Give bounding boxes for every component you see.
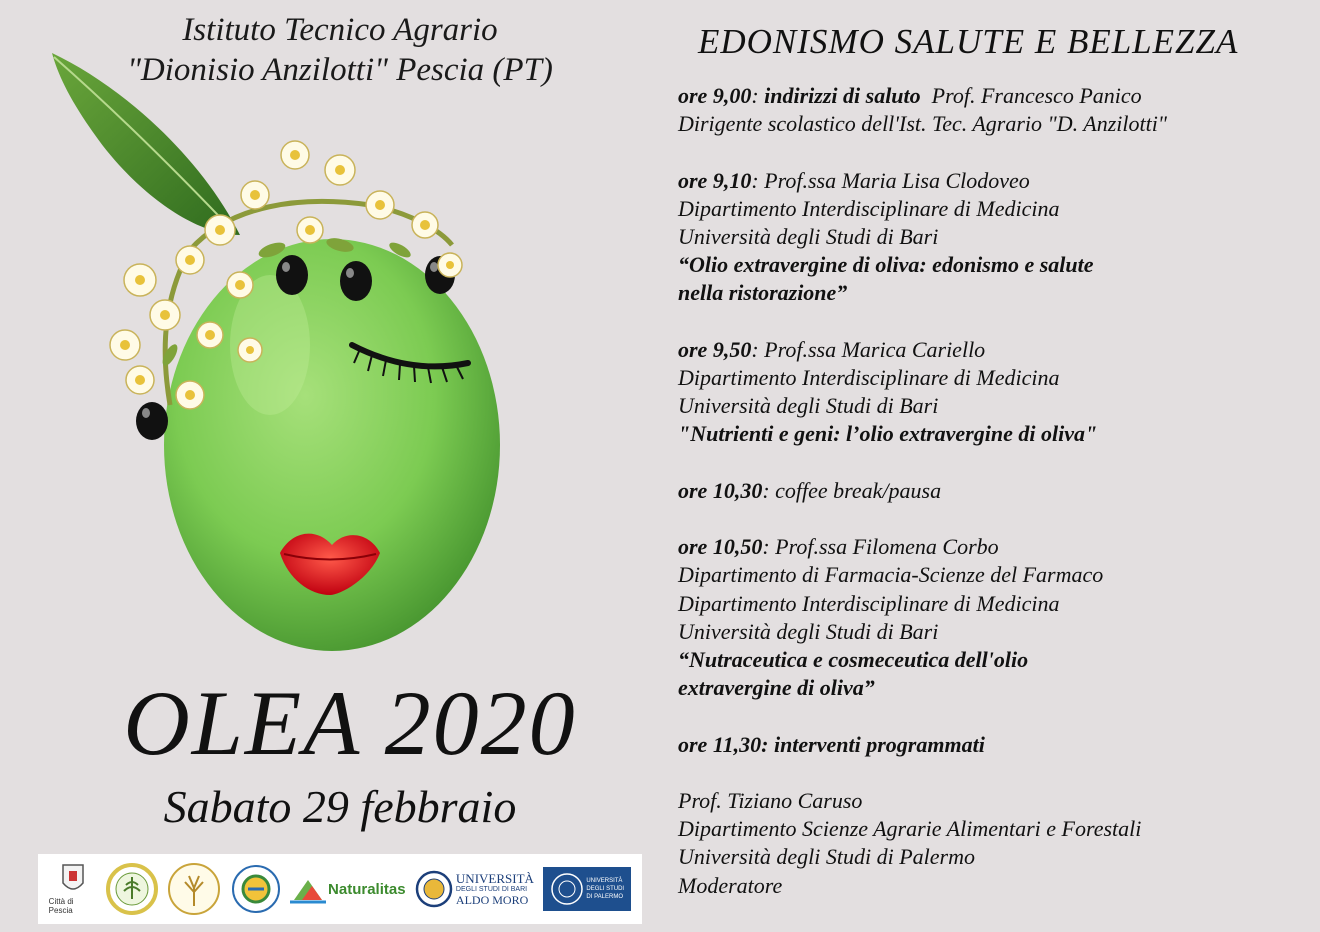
istituto-agrario-badge-icon [106,863,158,915]
entry-separator: : [751,83,765,108]
universita-bari-logo [415,870,534,908]
pescia-logo-text: Città di Pescia [48,897,74,915]
schedule-entry [678,533,1314,702]
round-emblem-logo [231,864,281,914]
entry-separator: : [761,731,774,757]
entry-talk-title-cont: nella ristorazione” [678,280,848,306]
schedule-entry [678,731,1314,759]
entry-time: ore 9,50 [678,336,752,362]
entry-talk-title: "Nutrienti e geni: l’olio extravergine di oliva" [678,421,1098,447]
universita-palermo-logo [543,867,631,911]
bari-text-3: ALDO MORO [455,892,529,907]
entry-talk-title-cont: extravergine di oliva” [678,675,875,701]
entry-topic: indirizzi di saluto [764,83,921,108]
entry-line [678,533,1314,561]
moderator-department: Dipartimento Scienze Agrarie Alimentari e Forestali [678,816,1142,842]
entry-role: Dirigente scolastico dell'Ist. Tec. Agrario "D. Anzilotti" [678,111,1168,137]
program-schedule [678,82,1314,928]
entry-line [678,477,1314,505]
entry-university: Università degli Studi di Bari [678,224,939,249]
entry-talk-title: “Nutraceutica e cosmeceutica dell'olio [678,647,1029,672]
schedule-entry [678,167,1314,308]
pescia-crest-icon [59,863,87,897]
universita-bari-seal-icon [415,870,453,908]
bari-text-2: DEGLI STUDI DI BARI [455,885,528,893]
round-emblem-icon [231,864,281,914]
bari-text-1: UNIVERSITÀ [455,870,534,886]
entry-line [678,336,1314,364]
olive-face-svg [40,45,530,665]
institute-location: "Dionisio Anzilotti" Pescia (PT) [127,52,553,88]
naturalitas-sun-icon [290,874,326,904]
program-title: EDONISMO SALUTE E BELLEZZA [698,22,1239,61]
schedule-entry [678,336,1314,449]
universita-palermo-seal-icon [550,872,584,906]
naturalitas-logo-text: Naturalitas [328,880,406,898]
naturalitas-logo [290,874,406,904]
moderator-role: Moderatore [678,872,783,898]
schedule-entry [678,82,1314,138]
entry-time: ore 10,50 [678,534,763,560]
universita-palermo-text [586,877,624,901]
entry-line [678,731,1314,759]
universita-bari-text [455,870,534,907]
event-date: Sabato 29 febbraio [163,781,517,832]
entry-department-2: Dipartimento Interdisciplinare di Medicina [678,590,1060,616]
entry-text: : coffee break/pausa [762,477,942,503]
entry-university: Università degli Studi di Bari [678,393,939,419]
associazione-logo [167,862,221,916]
entry-talk-title: “Olio extravergine di oliva: edonismo e salute [678,252,1094,278]
entry-university: Università degli Studi di Bari [678,618,939,644]
entry-department: Dipartimento Interdisciplinare di Medicina [678,195,1060,221]
entry-time: ore 11,30 [678,731,762,757]
entry-department: Dipartimento di Farmacia-Scienze del Farmaco [678,562,1104,588]
event-title: OLEA 2020 [123,672,577,774]
moderator-block [678,787,1314,900]
entry-time: ore 10,30 [678,477,763,503]
program-column [678,0,1314,932]
entry-speaker: Prof. Francesco Panico [920,83,1142,108]
institute-name: Istituto Tecnico Agrario [182,12,498,48]
entry-speaker: : Prof.ssa Maria Lisa Clodoveo [751,167,1030,193]
moderator-university: Università degli Studi di Palermo [678,844,975,870]
schedule-entry [678,477,1314,505]
entry-time: ore 9,00 [678,83,752,108]
entry-speaker: : Prof.ssa Filomena Corbo [762,534,999,560]
entry-line [678,167,1314,195]
moderator-name: Prof. Tiziano Caruso [678,787,863,813]
associazione-tree-icon [167,862,221,916]
pescia-logo [49,863,97,915]
palermo-text-2: DEGLI STUDI [586,886,625,892]
palermo-text-1: UNIVERSITÀ [586,878,623,884]
olive-face-illustration [40,45,530,665]
entry-line [678,82,1314,110]
sponsor-logos-strip [38,854,642,924]
entry-topic: interventi programmati [773,731,985,757]
entry-speaker: : Prof.ssa Marica Cariello [751,336,986,362]
entry-department: Dipartimento Interdisciplinare di Medicina [678,365,1060,390]
entry-time: ore 9,10 [678,167,752,193]
palermo-text-3: DI PALERMO [586,894,623,900]
istituto-agrario-logo [106,863,158,915]
